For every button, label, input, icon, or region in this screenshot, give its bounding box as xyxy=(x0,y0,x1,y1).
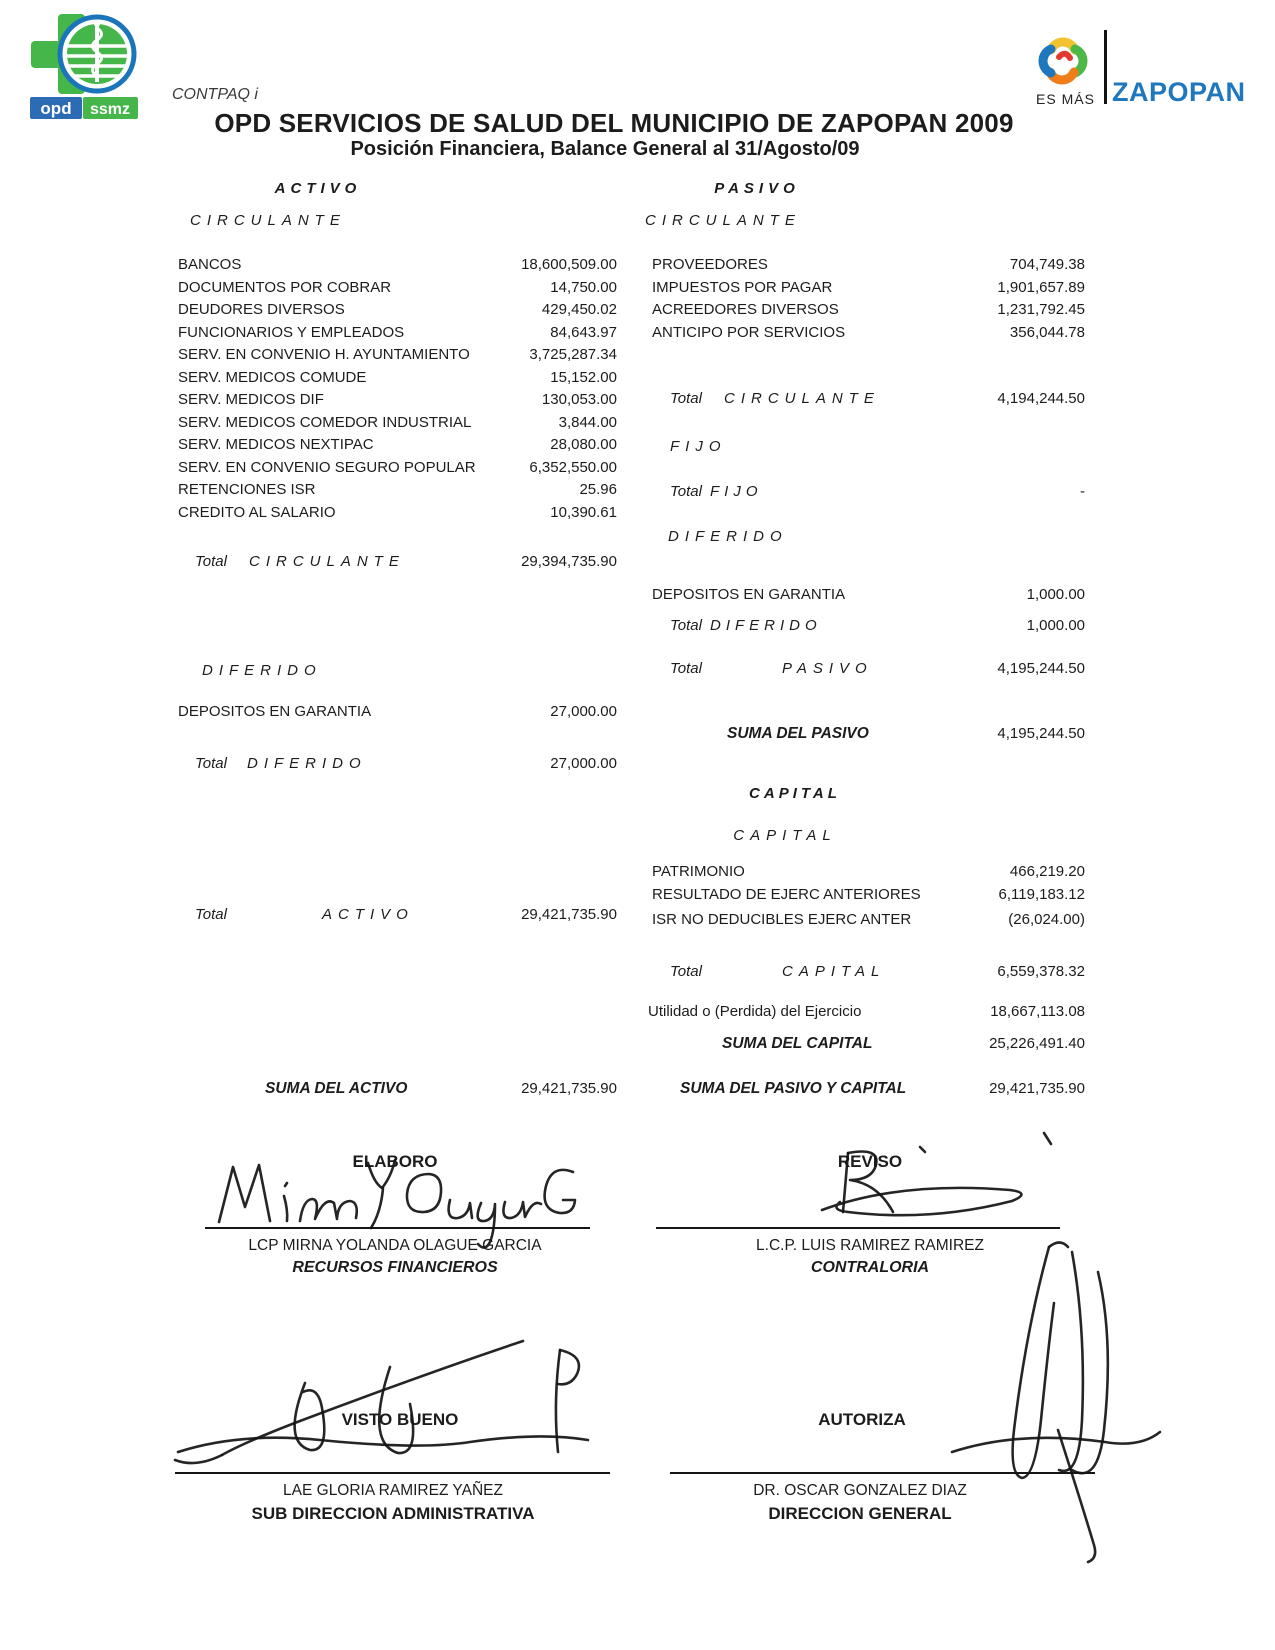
account-amount: 429,450.02 xyxy=(541,301,617,318)
table-row xyxy=(178,481,617,499)
capital-heading: CAPITAL xyxy=(749,785,841,802)
account-amount: 28,080.00 xyxy=(550,436,617,453)
account-label: DEUDORES DIVERSOS xyxy=(178,301,345,318)
total-amount: 29,394,735.90 xyxy=(521,553,617,570)
table-row xyxy=(648,1003,1085,1021)
total-row xyxy=(670,390,1085,408)
table-row xyxy=(178,414,617,432)
account-label: SERV. MEDICOS COMUDE xyxy=(178,369,367,386)
table-row xyxy=(652,863,1085,881)
account-amount: 6,119,183.12 xyxy=(998,886,1085,903)
suma-row xyxy=(622,1035,1085,1053)
activo-diferido-heading: DIFERIDO xyxy=(202,662,322,679)
table-row xyxy=(652,886,1085,904)
total-prefix: Total xyxy=(195,906,227,923)
total-prefix: Total xyxy=(670,483,702,500)
total-row xyxy=(670,617,1085,635)
total-name: DIFERIDO xyxy=(246,755,367,772)
zapopan-wordmark: ZAPOPAN xyxy=(1112,77,1246,107)
total-name: FIJO xyxy=(709,483,763,500)
signature-elaboro-ink xyxy=(219,1160,575,1248)
capital-subheading: CAPITAL xyxy=(733,827,837,844)
svg-text:opd: opd xyxy=(40,99,72,118)
account-amount: 18,667,113.08 xyxy=(990,1003,1085,1020)
account-amount: 704,749.38 xyxy=(1009,256,1085,273)
activo-circulante-heading: CIRCULANTE xyxy=(190,212,346,229)
reviso-department: CONTRALORIA xyxy=(810,1259,930,1276)
total-prefix: Total xyxy=(195,553,227,570)
suma-label: SUMA DEL CAPITAL xyxy=(722,1035,873,1052)
total-row xyxy=(195,755,617,773)
table-row xyxy=(178,436,617,454)
total-name: CAPITAL xyxy=(781,963,886,980)
account-amount: 15,152.00 xyxy=(550,369,617,386)
table-row xyxy=(178,256,617,274)
account-label: SERV. MEDICOS COMEDOR INDUSTRIAL xyxy=(178,414,472,431)
account-label: BANCOS xyxy=(178,256,242,273)
table-row xyxy=(178,369,617,387)
account-label: SERV. EN CONVENIO H. AYUNTAMIENTO xyxy=(178,346,470,363)
table-row xyxy=(652,301,1085,319)
suma-amount: 4,195,244.50 xyxy=(997,725,1085,742)
reviso-heading: REVISO xyxy=(837,1152,903,1171)
account-amount: 18,600,509.00 xyxy=(521,256,617,273)
table-row xyxy=(178,391,617,409)
table-row xyxy=(652,256,1085,274)
account-label: DOCUMENTOS POR COBRAR xyxy=(178,279,392,296)
account-label: SERV. MEDICOS DIF xyxy=(178,391,324,408)
total-amount: 4,194,244.50 xyxy=(997,390,1085,407)
signature-visto-bueno-ink xyxy=(175,1341,588,1463)
table-row xyxy=(178,346,617,364)
elaboro-name: LCP MIRNA YOLANDA OLAGUE GARCIA xyxy=(248,1237,542,1254)
table-row xyxy=(178,703,617,721)
visto-bueno-heading: VISTO BUENO xyxy=(341,1410,459,1429)
account-amount: 84,643.97 xyxy=(550,324,617,341)
suma-row xyxy=(622,725,1085,743)
account-amount: 1,000.00 xyxy=(1026,586,1085,603)
total-amount: 1,000.00 xyxy=(1026,617,1085,634)
suma-label: SUMA DEL PASIVO Y CAPITAL xyxy=(680,1080,907,1097)
table-row xyxy=(652,911,1085,929)
total-amount: 27,000.00 xyxy=(550,755,617,772)
reviso-name: L.C.P. LUIS RAMIREZ RAMIREZ xyxy=(756,1237,984,1254)
total-name: PASIVO xyxy=(781,660,873,677)
suma-label: SUMA DEL ACTIVO xyxy=(265,1080,408,1097)
table-row xyxy=(178,459,617,477)
total-prefix: Total xyxy=(195,755,227,772)
table-row xyxy=(178,301,617,319)
account-amount: 14,750.00 xyxy=(550,279,617,296)
total-row xyxy=(670,963,1085,981)
account-label: RETENCIONES ISR xyxy=(178,481,316,498)
table-row xyxy=(178,504,617,522)
elaboro-heading: ELABORO xyxy=(352,1152,438,1171)
account-amount: 6,352,550.00 xyxy=(529,459,617,476)
autoriza-heading: AUTORIZA xyxy=(818,1410,906,1429)
suma-amount: 29,421,735.90 xyxy=(521,1080,617,1097)
visto-bueno-department: SUB DIRECCION ADMINISTRATIVA xyxy=(251,1504,535,1523)
autoriza-department: DIRECCION GENERAL xyxy=(768,1504,952,1523)
autoriza-name: DR. OSCAR GONZALEZ DIAZ xyxy=(753,1482,967,1499)
account-label: FUNCIONARIOS Y EMPLEADOS xyxy=(178,324,405,341)
total-row xyxy=(195,553,617,571)
total-prefix: Total xyxy=(670,660,702,677)
signature-reviso-ink xyxy=(822,1133,1051,1215)
total-name: CIRCULANTE xyxy=(723,390,880,407)
suma-amount: 29,421,735.90 xyxy=(989,1080,1085,1097)
zapopan-knot-icon xyxy=(1033,32,1093,90)
document-title: OPD SERVICIOS DE SALUD DEL MUNICIPIO DE ZAPOPAN 2009 xyxy=(214,108,1014,138)
table-row xyxy=(652,586,1085,604)
table-row xyxy=(652,324,1085,342)
total-row xyxy=(670,660,1085,678)
total-prefix: Total xyxy=(670,390,702,407)
total-row xyxy=(195,906,617,924)
account-label: DEPOSITOS EN GARANTIA xyxy=(178,703,372,720)
suma-row xyxy=(170,1080,617,1098)
suma-row xyxy=(622,1080,1085,1098)
caduceus-circle-icon xyxy=(60,17,134,91)
pasivo-fijo-heading: FIJO xyxy=(670,438,727,455)
account-label: RESULTADO DE EJERC ANTERIORES xyxy=(652,886,921,903)
account-amount: (26,024.00) xyxy=(1008,911,1085,928)
elaboro-department: RECURSOS FINANCIEROS xyxy=(292,1259,498,1276)
pasivo-circulante-heading: CIRCULANTE xyxy=(645,212,801,229)
total-name: DIFERIDO xyxy=(709,617,822,634)
signature-line xyxy=(175,1472,610,1474)
signature-line xyxy=(670,1472,1095,1474)
suma-label: SUMA DEL PASIVO xyxy=(727,725,869,742)
software-label: CONTPAQ i xyxy=(172,86,258,103)
total-name: CIRCULANTE xyxy=(248,553,405,570)
account-amount: 3,844.00 xyxy=(558,414,617,431)
pasivo-diferido-heading: DIFERIDO xyxy=(668,528,788,545)
table-row xyxy=(178,279,617,297)
signature-line xyxy=(656,1227,1060,1229)
account-label: ANTICIPO POR SERVICIOS xyxy=(652,324,846,341)
table-row xyxy=(652,279,1085,297)
account-label: DEPOSITOS EN GARANTIA xyxy=(652,586,846,603)
svg-text:ssmz: ssmz xyxy=(89,101,131,118)
account-amount: 3,725,287.34 xyxy=(529,346,617,363)
account-label: SERV. EN CONVENIO SEGURO POPULAR xyxy=(178,459,476,476)
account-amount: 25.96 xyxy=(579,481,617,498)
total-name: ACTIVO xyxy=(321,906,414,923)
account-amount: 1,231,792.45 xyxy=(997,301,1085,318)
account-amount: 356,044.78 xyxy=(1009,324,1085,341)
account-label: PROVEEDORES xyxy=(652,256,768,273)
account-label: PATRIMONIO xyxy=(652,863,745,880)
zapopan-tagline: ES MÁS xyxy=(1036,91,1095,107)
activo-heading: ACTIVO xyxy=(274,180,362,197)
table-row xyxy=(178,324,617,342)
account-amount: 27,000.00 xyxy=(550,703,617,720)
logo-divider-bar xyxy=(1104,30,1107,104)
opd-ssmz-logo xyxy=(28,12,140,120)
total-row xyxy=(670,483,1085,501)
total-amount: 29,421,735.90 xyxy=(521,906,617,923)
account-label: CREDITO AL SALARIO xyxy=(178,504,336,521)
account-amount: 466,219.20 xyxy=(1009,863,1085,880)
total-amount: 4,195,244.50 xyxy=(997,660,1085,677)
total-prefix: Total xyxy=(670,963,702,980)
total-prefix: Total xyxy=(670,617,702,634)
account-label: Utilidad o (Perdida) del Ejercicio xyxy=(648,1003,862,1020)
account-amount: 1,901,657.89 xyxy=(997,279,1085,296)
total-amount: 6,559,378.32 xyxy=(997,963,1085,980)
suma-amount: 25,226,491.40 xyxy=(989,1035,1085,1052)
account-label: ACREEDORES DIVERSOS xyxy=(652,301,839,318)
visto-bueno-name: LAE GLORIA RAMIREZ YAÑEZ xyxy=(283,1482,503,1499)
account-label: IMPUESTOS POR PAGAR xyxy=(652,279,833,296)
signature-line xyxy=(205,1227,590,1229)
account-label: ISR NO DEDUCIBLES EJERC ANTER xyxy=(652,911,912,928)
account-amount: 10,390.61 xyxy=(550,504,617,521)
pasivo-heading: PASIVO xyxy=(714,180,800,197)
account-label: SERV. MEDICOS NEXTIPAC xyxy=(178,436,374,453)
total-amount: - xyxy=(1080,483,1085,500)
document-subtitle: Posición Financiera, Balance General al 31/Agosto/09 xyxy=(350,138,860,160)
account-amount: 130,053.00 xyxy=(541,391,617,408)
